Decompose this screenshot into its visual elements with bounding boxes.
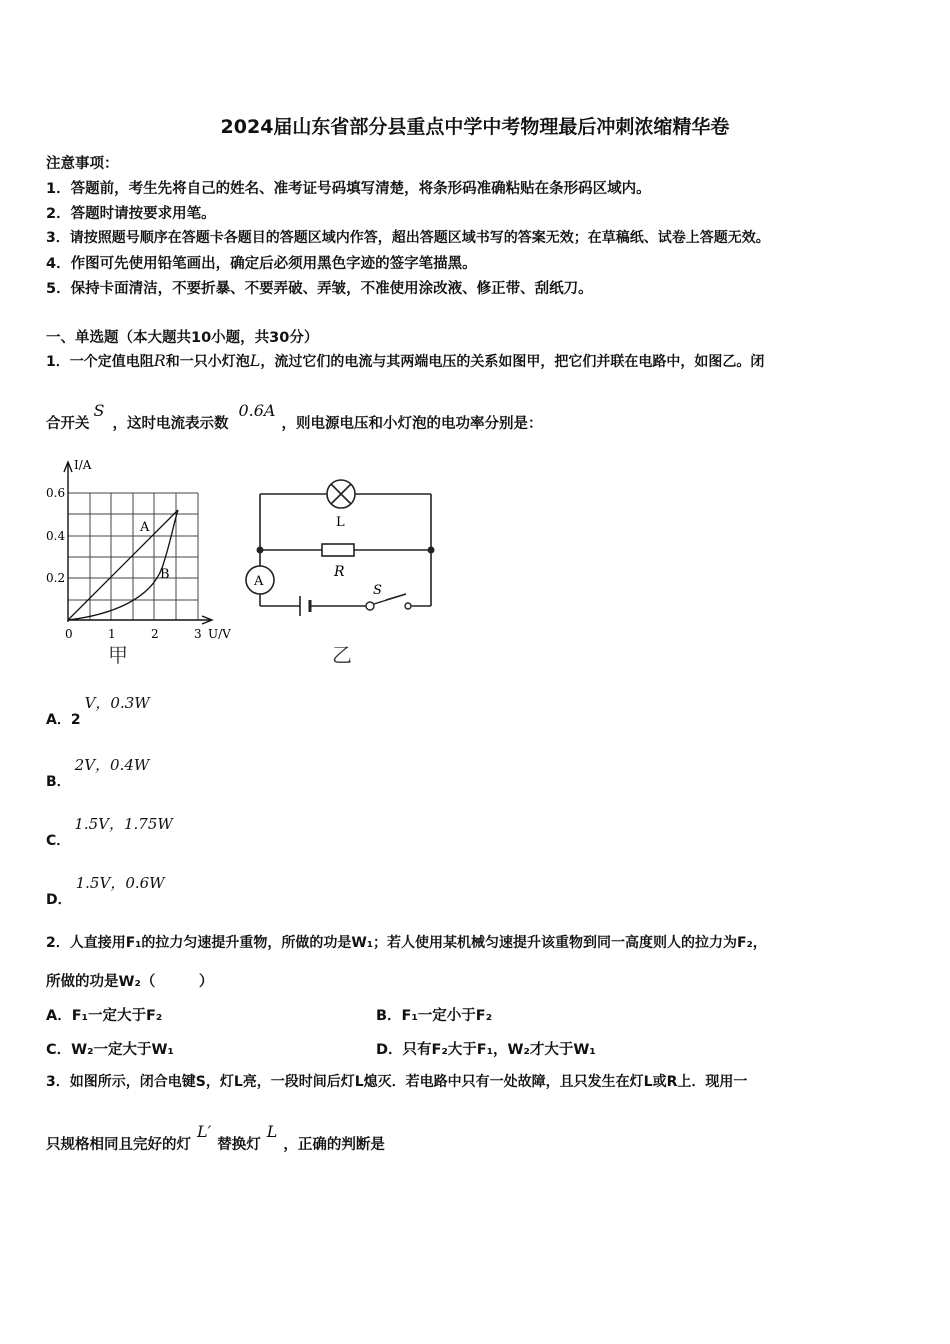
page-title: 2024届山东省部分县重点中学中考物理最后冲刺浓缩精华卷: [220, 116, 730, 138]
battery-symbol: [300, 596, 310, 616]
x-axis-label: U/V: [208, 627, 231, 641]
notice-item-4: 4．作图可先使用铅笔画出，确定后必须用黑色字迹的签字笔描黑。: [46, 256, 477, 272]
q3-stem-line1: 3．如图所示，闭合电键S，灯L亮，一段时间后灯L熄灭．若电路中只有一处故障，且只发生在灯L或R上．现用一: [46, 1074, 748, 1090]
lamp-label: L: [336, 515, 345, 530]
q1-option-b[interactable]: B．2V，0.4W: [46, 756, 150, 790]
resistor-symbol: [322, 544, 354, 556]
notice-item-5: 5．保持卡面清洁，不要折暴、不要弄破、弄皱，不准使用涂改液、修正带、刮纸刀。: [46, 281, 593, 297]
section-heading: 一、单选题（本大题共10小题，共30分）: [46, 330, 319, 346]
notice-item-3: 3．请按照题号顺序在答题卡各题目的答题区域内作答，超出答题区域书写的答案无效；在草稿纸、试卷上答题无效。: [46, 230, 770, 246]
q1-stem-line2: 合开关S，这时电流表示数0.6A，则电源电压和小灯泡的电功率分别是：: [46, 401, 543, 432]
q2-option-a[interactable]: A．F₁一定大于F₂: [46, 1008, 163, 1024]
notice-item-1: 1．答题前，考生先将自己的姓名、准考证号码填写清楚，将条形码准确粘贴在条形码区域内。: [46, 181, 651, 197]
curve-b-label: B: [160, 567, 170, 582]
q1-option-d[interactable]: D．1.5V，0.6W: [46, 874, 165, 908]
lamp-symbol: [327, 480, 355, 508]
ammeter-symbol: [246, 566, 274, 594]
circuit-caption: 乙: [332, 643, 352, 667]
x-tick-2: 2: [151, 627, 159, 641]
var-L: L: [249, 351, 261, 370]
var-R: R: [153, 351, 166, 370]
resistor-label: R: [334, 564, 345, 580]
circuit-diagram: [238, 470, 448, 670]
x-tick-3: 3: [194, 627, 202, 641]
x-tick-0: 0: [65, 627, 73, 641]
y-tick-0.2: 0.2: [46, 571, 66, 585]
q1-option-c[interactable]: C．1.5V，1.75W: [46, 815, 173, 849]
curve-a: [68, 510, 178, 620]
y-axis-label: I/A: [74, 458, 92, 472]
q2-option-d[interactable]: D．只有F₂大于F₁，W₂才大于W₁: [376, 1042, 596, 1058]
curve-a-label: A: [140, 520, 150, 535]
notice-heading: 注意事项：: [46, 156, 119, 172]
notice-item-2: 2．答题时请按要求用笔。: [46, 206, 216, 222]
graph-caption: 甲: [108, 643, 128, 667]
q2-stem-line2: 所做的功是W₂（ ）: [46, 974, 214, 990]
q2-option-b[interactable]: B．F₁一定小于F₂: [376, 1008, 493, 1024]
y-tick-0.6: 0.6: [46, 486, 66, 500]
switch-label: S: [373, 583, 382, 598]
q1-option-a[interactable]: A．2V，0.3W: [46, 694, 150, 728]
q2-option-c[interactable]: C．W₂一定大于W₁: [46, 1042, 174, 1058]
y-tick-0.4: 0.4: [46, 529, 66, 543]
x-tick-1: 1: [108, 627, 116, 641]
q2-stem-line1: 2．人直接用F₁的拉力匀速提升重物，所做的功是W₁；若人使用某机械匀速提升该重物到同一高度则人的拉力为F₂，: [46, 935, 767, 951]
var-L-prime: L′: [197, 1122, 212, 1141]
svg-text:A: A: [254, 574, 264, 589]
current-value: 0.6A: [238, 401, 276, 420]
q3-stem-line2: 只规格相同且完好的灯L′替换灯L，正确的判断是: [46, 1122, 385, 1153]
var-L: L: [266, 1122, 278, 1141]
iu-graph: [40, 450, 250, 670]
q1-stem-line1: 1．一个定值电阻R和一只小灯泡L，流过它们的电流与其两端电压的关系如图甲，把它们并联在电路中，如图乙。闭: [46, 351, 765, 370]
var-S: S: [93, 401, 105, 420]
